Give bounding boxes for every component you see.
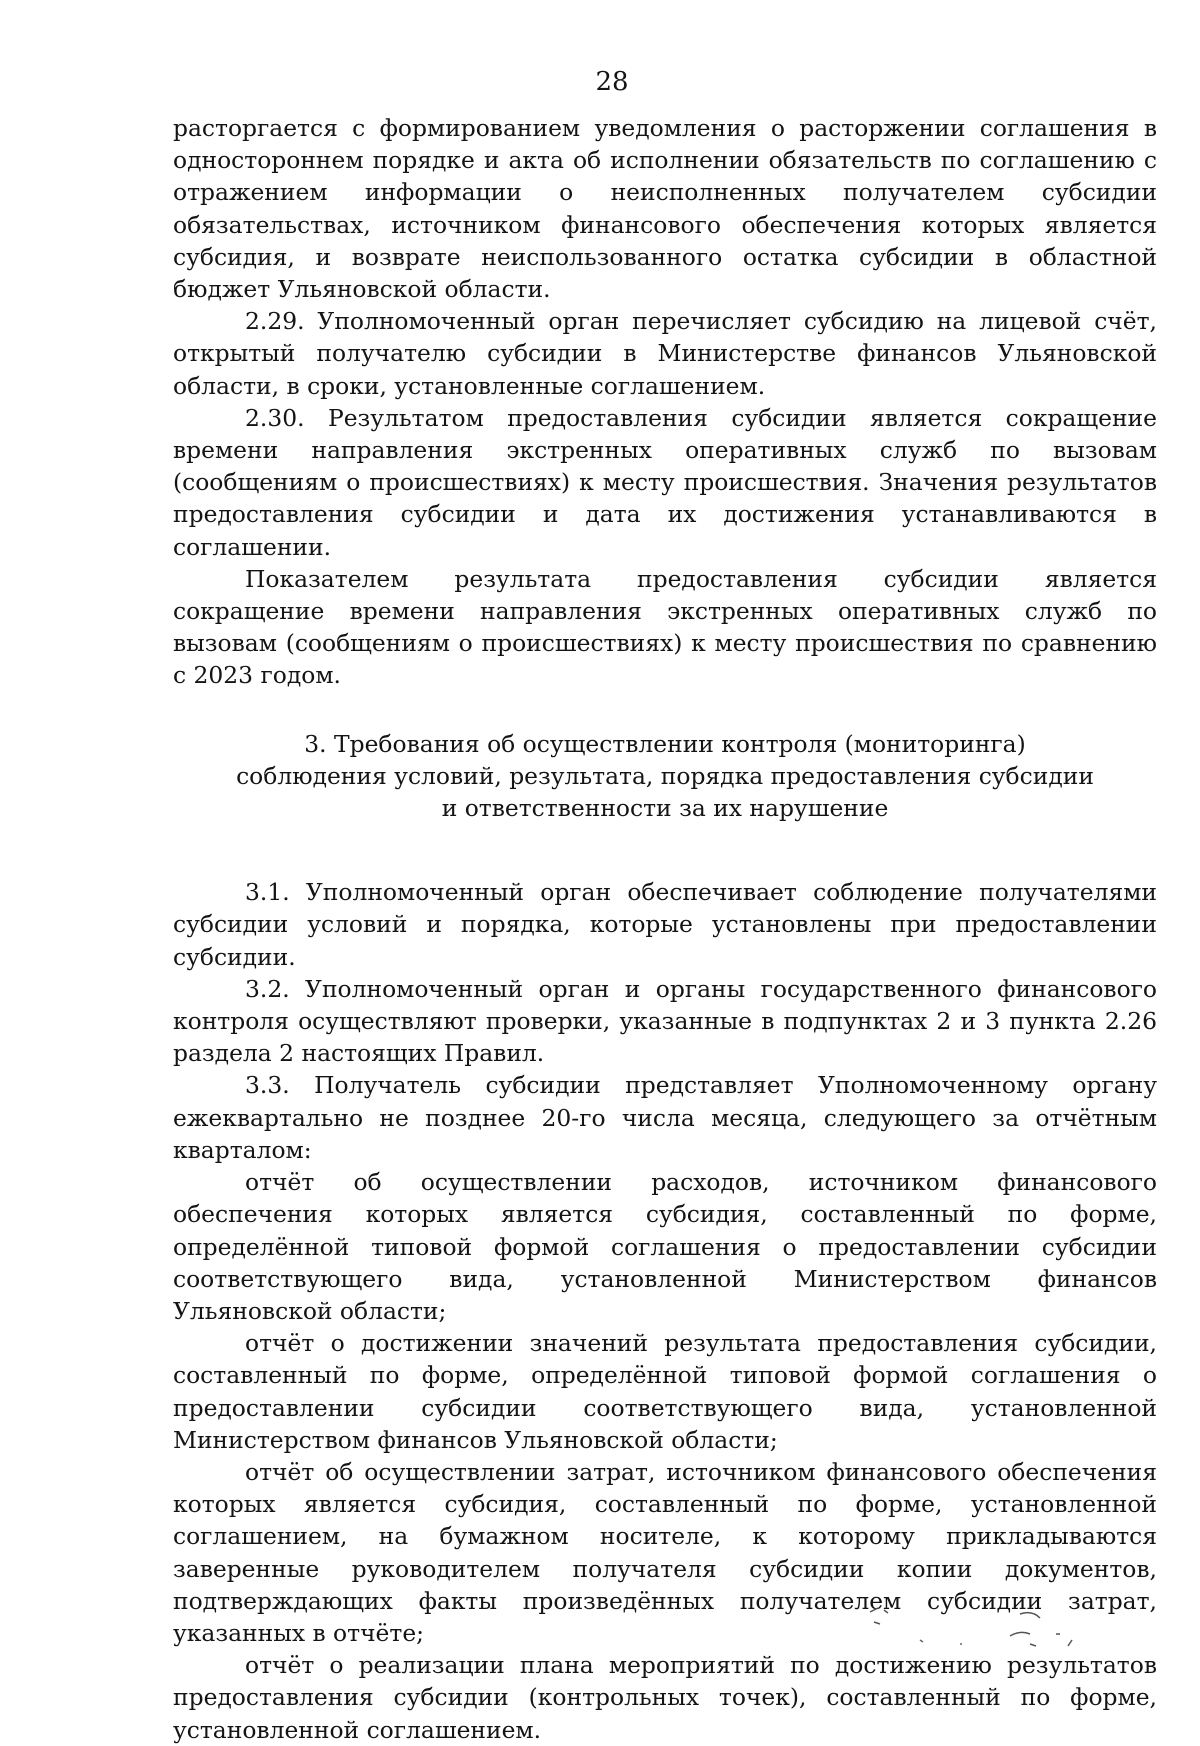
report-item-costs: отчёт об осуществлении затрат, источником финансового обеспечения которых является субсидия, составленный по форме, установленной соглашением, на бумажном носителе, к которому прикладываются заверенные руководителем получателя субсидии копии документов, подтверждающих факты произведённых получателем субсидии затрат, указанных в отчёте; xyxy=(173,1457,1157,1647)
scan-marks xyxy=(860,1600,1120,1660)
report-item-action-plan: отчёт о реализации плана мероприятий по достижению результатов предоставления субсидии (контрольных точек), составленный по форме, установленной соглашением. xyxy=(173,1651,1157,1744)
document-body xyxy=(173,112,1157,1746)
report-item-result-values: отчёт о достижении значений результата предоставления субсидии, составленный по форме, определённой типовой формой соглашения о предоставлении субсидии соответствующего вида, установленной Министерством финансов Ульяновской области; xyxy=(173,1329,1157,1454)
paragraph-continuation: расторгается с формированием уведомления о расторжении соглашения в одностороннем порядке и акта об исполнении обязательств по соглашению с отражением информации о неисполненных получателем субсидии обязательствах, источником финансового обеспечения которых является субсидия, и возврате неиспользованного остатка субсидии в областной бюджет Ульяновской области. xyxy=(173,114,1157,304)
paragraph-3-2: 3.2. Уполномоченный орган и органы государственного финансового контроля осуществляют проверки, указанные в подпунктах 2 и 3 пункта 2.26 раздела 2 настоящих Правил. xyxy=(173,974,1157,1068)
page-number: 28 xyxy=(595,67,629,97)
paragraph-2-30: 2.30. Результатом предоставления субсидии является сокращение времени направления экстренных оперативных служб по вызовам (сообщениям о происшествиях) к месту происшествия. Значения результатов предоставления субсидии и дата их достижения устанавливаются в соглашении. xyxy=(173,403,1157,561)
section-heading-line-1: 3. Требования об осуществлении контроля (мониторинга) xyxy=(304,729,1026,758)
section-heading-line-3: и ответственности за их нарушение xyxy=(441,794,889,823)
section-3-heading xyxy=(173,728,1157,825)
paragraph-2-29: 2.29. Уполномоченный орган перечисляет субсидию на лицевой счёт, открытый получателю субсидии в Министерстве финансов Ульяновской области, в сроки, установленные соглашением. xyxy=(173,307,1157,400)
report-item-expenses: отчёт об осуществлении расходов, источником финансового обеспечения которых является субсидия, составленный по форме, определённой типовой формой соглашения о предоставлении субсидии соответствующего вида, установленной Министерством финансов Ульяновской области; xyxy=(173,1168,1157,1325)
paragraph-3-3: 3.3. Получатель субсидии представляет Уполномоченному органу ежеквартально не позднее 20-го числа месяца, следующего за отчётным кварталом: xyxy=(173,1071,1157,1164)
paragraph-result-indicator: Показателем результата предоставления субсидии является сокращение времени направления экстренных оперативных служб по вызовам (сообщениям о происшествиях) к месту происшествия по сравнению с 2023 годом. xyxy=(173,564,1157,690)
section-heading-line-2: соблюдения условий, результата, порядка предоставления субсидии xyxy=(236,761,1094,790)
paragraph-3-1: 3.1. Уполномоченный орган обеспечивает соблюдение получателями субсидии условий и порядка, которые установлены при предоставлении субсидии. xyxy=(173,878,1157,971)
